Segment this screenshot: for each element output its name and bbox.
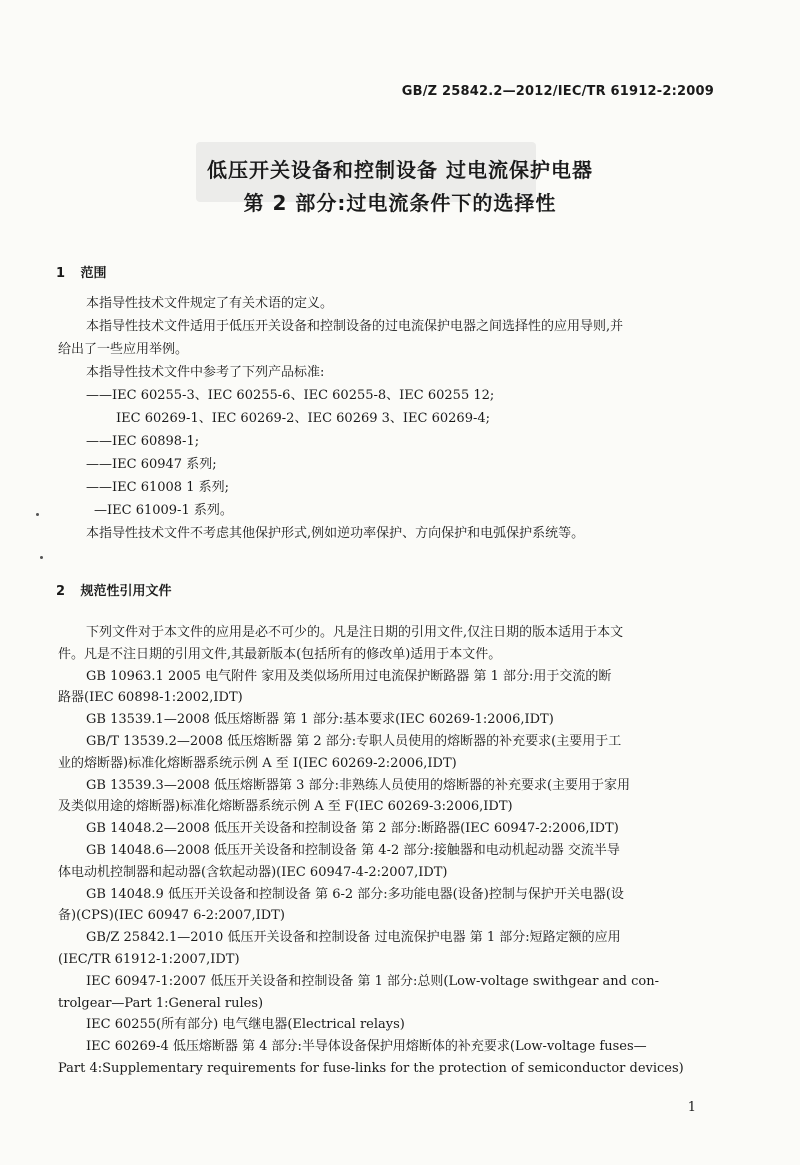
list-item: ——IEC 61008 1 系列; [86,480,229,495]
section-1-title: 范围 [80,266,107,281]
reference-line: 体电动机控制器和起动器(含软起动器)(IEC 60947-4-2:2007,IDT) [58,864,448,880]
paragraph-line: 本指导性技术文件不考虑其他保护形式,例如逆功率保护、方向保护和电弧保护系统等。 [86,526,585,541]
paragraph-line: 本指导性技术文件适用于低压开关设备和控制设备的过电流保护电器之间选择性的应用导则,并 [86,319,624,334]
list-item: —IEC 61009-1 系列。 [94,503,233,518]
reference-line: trolgear—Part 1:General rules) [58,995,264,1011]
reference-line: GB/T 13539.2—2008 低压熔断器 第 2 部分:专职人员使用的熔断器的补充要求(主要用于工 [86,733,622,749]
section-1-heading [56,262,107,281]
reference-line: GB 14048.2—2008 低压开关设备和控制设备 第 2 部分:断路器(IEC 60947-2:2006,IDT) [86,821,619,837]
section-2-heading [56,580,172,599]
reference-line: 路器(IEC 60898-1:2002,IDT) [58,690,243,706]
reference-line: 业的熔断器)标准化熔断器系统示例 A 至 I(IEC 60269-2:2006,IDT) [58,755,457,771]
paragraph-line: 给出了一些应用举例。 [58,342,189,357]
section-2-number: 2 [56,584,66,599]
section-1-number: 1 [56,266,66,281]
section-1-body [58,292,718,545]
page-number: 1 [687,1100,696,1115]
paragraph-line: 下列文件对于本文件的应用是必不可少的。凡是注日期的引用文件,仅注日期的版本适用于本文 [86,625,624,640]
reference-line: (IEC/TR 61912-1:2007,IDT) [58,951,240,967]
scan-speck [36,513,39,516]
reference-line: GB 13539.1—2008 低压熔断器 第 1 部分:基本要求(IEC 60269-1:2006,IDT) [86,712,554,728]
paragraph-line: 件。凡是不注日期的引用文件,其最新版本(包括所有的修改单)适用于本文件。 [58,646,502,662]
paragraph-line: 本指导性技术文件规定了有关术语的定义。 [86,296,334,311]
reference-line: GB 14048.6—2008 低压开关设备和控制设备 第 4-2 部分:接触器和电动机起动器 交流半导 [86,842,620,858]
reference-line: 及类似用途的熔断器)标准化熔断器系统示例 A 至 F(IEC 60269-3:2006,IDT) [58,799,513,815]
reference-line: GB 13539.3—2008 低压熔断器第 3 部分:非熟练人员使用的熔断器的补充要求(主要用于家用 [86,777,631,793]
list-item: ——IEC 60898-1; [86,434,200,449]
reference-line: 备)(CPS)(IEC 60947 6-2:2007,IDT) [58,908,285,924]
reference-line: IEC 60947-1:2007 低压开关设备和控制设备 第 1 部分:总则(Low-voltage swithgear and con- [86,973,659,989]
reference-line: IEC 60269-4 低压熔断器 第 4 部分:半导体设备保护用熔断体的补充要求(Low-voltage fuses— [86,1039,647,1055]
standard-number: GB/Z 25842.2—2012/IEC/TR 61912-2:2009 [401,84,714,99]
reference-line: Part 4:Supplementary requirements for fuse-links for the protection of semiconductor devices) [58,1060,684,1076]
list-item: ——IEC 60947 系列; [86,457,217,472]
section-2-body [58,622,718,1080]
reference-line: GB/Z 25842.1—2010 低压开关设备和控制设备 过电流保护电器 第 1 部分:短路定额的应用 [86,930,621,946]
section-2-title: 规范性引用文件 [80,584,172,599]
list-item: IEC 60269-1、IEC 60269-2、IEC 60269 3、IEC 60269-4; [116,411,491,426]
reference-line: GB 14048.9 低压开关设备和控制设备 第 6-2 部分:多功能电器(设备)控制与保护开关电器(设 [86,886,624,902]
reference-line: IEC 60255(所有部分) 电气继电器(Electrical relays) [86,1017,405,1033]
paragraph-line: 本指导性技术文件中参考了下列产品标准: [86,365,325,380]
title-line-1: 低压开关设备和控制设备 过电流保护电器 [207,158,593,182]
list-item: ——IEC 60255-3、IEC 60255-6、IEC 60255-8、IEC 60255 12; [86,388,495,403]
scan-speck [40,556,43,559]
title-line-2: 第 2 部分:过电流条件下的选择性 [243,191,557,215]
reference-line: GB 10963.1 2005 电气附件 家用及类似场所用过电流保护断路器 第 1 部分:用于交流的断 [86,668,612,684]
